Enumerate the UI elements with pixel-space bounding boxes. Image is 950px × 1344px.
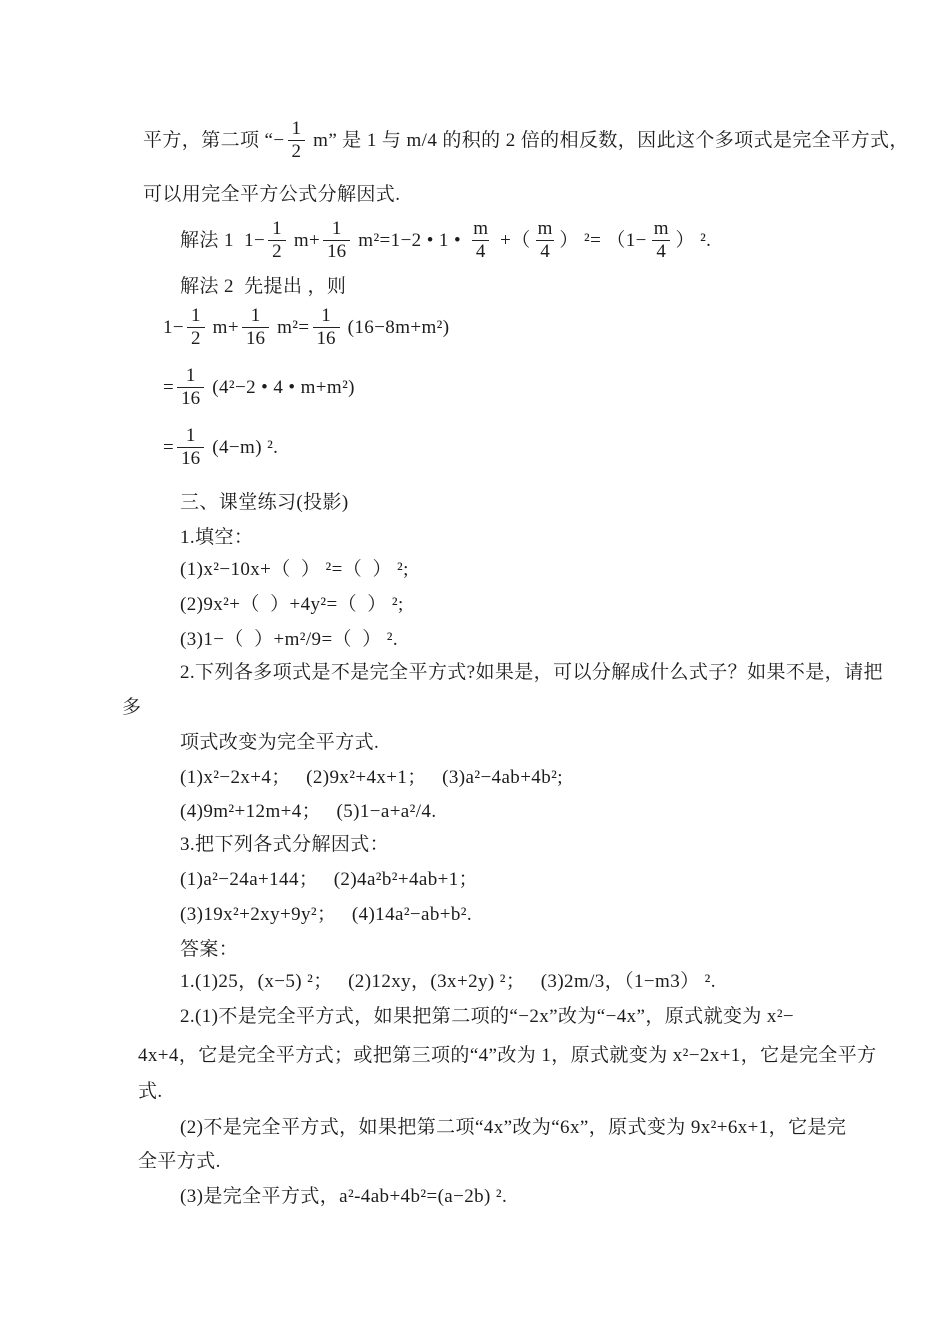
fraction-1-16: $\frac{1}{16}$ xyxy=(313,305,340,350)
sol1-text-g: ） ². xyxy=(675,229,712,251)
answer-2-line-1: 2.(1)不是完全平方式，如果把第二项的“−2x”改为“−4x”，原式就变为 x²− xyxy=(180,1006,795,1027)
q2-line-3: 项式改变为完全平方式. xyxy=(180,732,380,753)
answer-2-line-2: 4x+4，它是完全平方式；或把第三项的“4”改为 1，原式就变为 x²−2x+1，它是完全平方 xyxy=(138,1045,877,1066)
sol2-l1-text-b: m+ xyxy=(207,316,239,338)
solution2-intro: 解法 2 先提出 ，则 xyxy=(180,276,347,297)
sol2-l3-text-a: = xyxy=(163,436,175,458)
q2-items-row-1: (1)x²−2x+4； (2)9x²+4x+1； (3)a²−4ab+4b²; xyxy=(180,767,563,788)
fraction-1-16: $\frac{1}{16}$ xyxy=(323,218,350,263)
sol2-l1-text-d: (16−8m+m²) xyxy=(342,316,450,338)
answer-1: 1.(1)25，(x−5) ²； (2)12xy，(3x+2y) ²； (3)2m/3，（1−m3） ². xyxy=(180,971,716,992)
answer-2-line-6: (3)是完全平方式，a²-4ab+4b²=(a−2b) ². xyxy=(180,1186,508,1207)
intro-text-b: m” 是 1 与 m/4 的积的 2 倍的相反数，因此这个多项式是完全平方式， xyxy=(308,129,909,151)
fraction-1-16: $\frac{1}{16}$ xyxy=(177,425,204,470)
answer-2-line-5: 全平方式. xyxy=(138,1151,221,1172)
sol2-l2-text-b: (4²−2 • 4 • m+m²) xyxy=(207,376,355,398)
fraction-1-16: $\frac{1}{16}$ xyxy=(177,365,204,410)
q3-items-row-2: (3)19x²+2xy+9y²； (4)14a²−ab+b². xyxy=(180,904,473,925)
fraction-1-2: $\frac{1}{2}$ xyxy=(268,218,286,263)
fraction-1-16: $\frac{1}{16}$ xyxy=(242,305,269,350)
sol2-l2-text-a: = xyxy=(163,376,175,398)
q3-heading: 3.把下列各式分解因式： xyxy=(180,834,390,855)
q3-items-row-1: (1)a²−24a+144； (2)4a²b²+4ab+1； xyxy=(180,869,479,890)
sol1-text-d: +（ xyxy=(494,229,531,251)
fraction-m-4: $\frac{m}{4}$ xyxy=(473,218,488,262)
q2-line-1: 2.下列各多项式是不是完全平方式?如果是，可以分解成什么式子？如果不是，请把 xyxy=(180,662,883,683)
section-heading-practice: 三、课堂练习(投影) xyxy=(180,492,349,513)
answer-2-line-3: 式. xyxy=(138,1081,163,1102)
solution2-line-2 xyxy=(163,365,355,410)
answers-heading: 答案： xyxy=(180,939,239,960)
sol2-l1-text-c: m²= xyxy=(271,316,310,338)
q1-heading: 1.填空： xyxy=(180,527,254,548)
answer-2-line-4: (2)不是完全平方式，如果把第二项“4x”改为“6x”，原式变为 9x²+6x+1，它是完 xyxy=(180,1117,847,1138)
fraction-m-4: $\frac{m}{4}$ xyxy=(653,218,669,262)
sol1-text-b: m+ xyxy=(288,229,321,251)
fraction-1-2: $\frac{1}{2}$ xyxy=(187,305,205,350)
sol1-text-e: ） ²= （1− xyxy=(559,229,647,251)
intro-text-a: 平方，第二项 “− xyxy=(143,129,285,151)
q1-item-2: (2)9x²+（ ）+4y²=（ ） ²; xyxy=(180,594,404,615)
solution1-line xyxy=(180,218,711,263)
fraction-m-4: $\frac{m}{4}$ xyxy=(537,218,553,262)
solution2-line-3 xyxy=(163,425,278,470)
q1-item-1: (1)x²−10x+（ ） ²=（ ） ²; xyxy=(180,559,409,580)
solution2-line-1 xyxy=(163,305,450,350)
fraction-1-2: $\frac{1}{2}$ xyxy=(288,118,306,163)
sol2-l1-text-a: 1− xyxy=(163,316,185,338)
intro-line-2: 可以用完全平方公式分解因式. xyxy=(143,184,401,205)
q1-item-3: (3)1−（ ）+m²/9=（ ） ². xyxy=(180,629,399,650)
q2-line-2: 多 xyxy=(122,697,142,718)
sol1-text-c: m²=1−2 • 1 • xyxy=(353,229,467,251)
q2-items-row-2: (4)9m²+12m+4； (5)1−a+a²/4. xyxy=(180,801,437,822)
intro-line-1 xyxy=(143,118,909,163)
sol1-text-a: 解法 1 1− xyxy=(180,229,266,251)
sol2-l3-text-b: (4−m) ². xyxy=(207,436,279,458)
